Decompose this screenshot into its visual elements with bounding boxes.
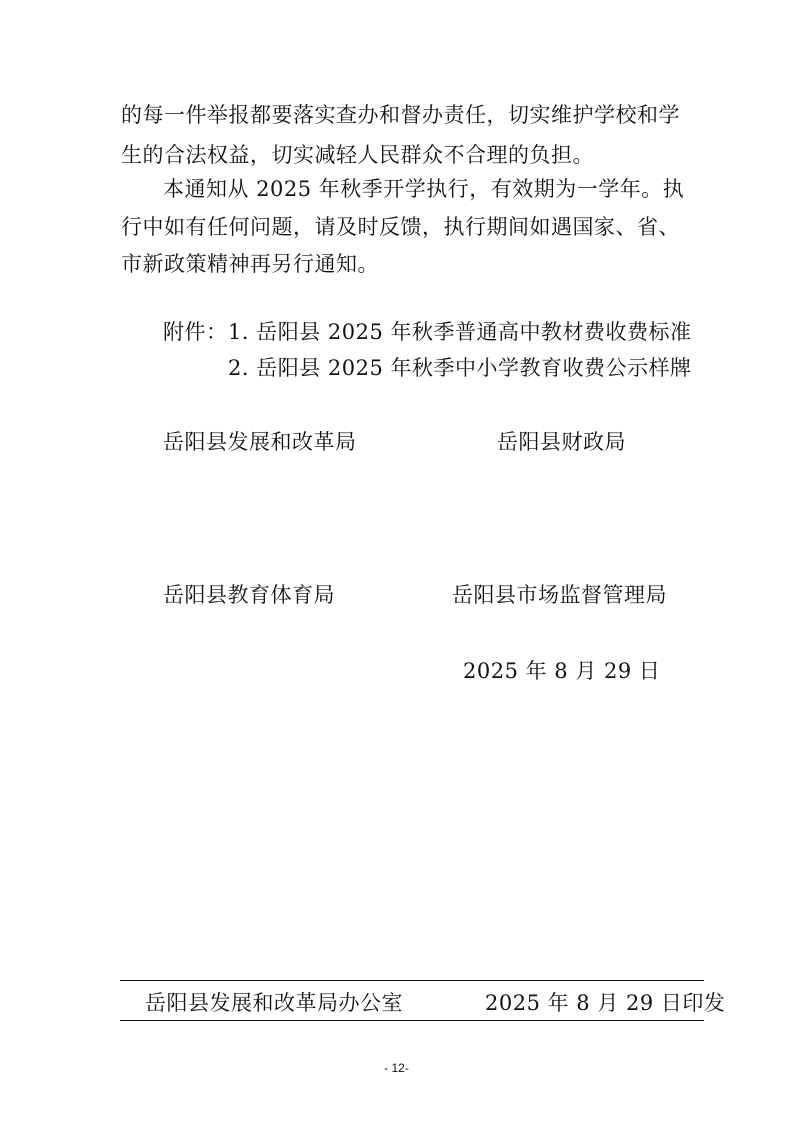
footer-issuer: 岳阳县发展和改革局办公室 bbox=[145, 991, 403, 1015]
paragraph-2-line-3: 市新政策精神再另行通知。 bbox=[121, 252, 379, 276]
paragraph-2-line-2: 行中如有任何问题，请及时反馈，执行期间如遇国家、省、 bbox=[121, 215, 680, 239]
footer-top-rule bbox=[120, 980, 704, 981]
attachment-item-1: 1. 岳阳县 2025 年秋季普通高中教材费收费标准 bbox=[228, 320, 692, 344]
signature-date: 2025 年 8 月 29 日 bbox=[463, 659, 661, 683]
signature-org-development-reform: 岳阳县发展和改革局 bbox=[163, 430, 357, 454]
attachments-label: 附件： bbox=[163, 320, 228, 344]
footer-issue-date: 2025 年 8 月 29 日印发 bbox=[485, 991, 726, 1015]
signature-org-finance: 岳阳县财政局 bbox=[497, 430, 626, 454]
footer-bottom-rule bbox=[120, 1020, 704, 1021]
signature-org-market-supervision: 岳阳县市场监督管理局 bbox=[452, 583, 667, 607]
paragraph-1-line-1: 的每一件举报都要落实查办和督办责任，切实维护学校和学 bbox=[121, 103, 680, 127]
page-number: - 12- bbox=[384, 1061, 409, 1075]
paragraph-2-line-1: 本通知从 2025 年秋季开学执行，有效期为一学年。执 bbox=[163, 177, 685, 201]
signature-org-education-sports: 岳阳县教育体育局 bbox=[163, 583, 335, 607]
attachment-item-2: 2. 岳阳县 2025 年秋季中小学教育收费公示样牌 bbox=[228, 356, 692, 380]
paragraph-1-line-2: 生的合法权益，切实减轻人民群众不合理的负担。 bbox=[121, 143, 594, 167]
